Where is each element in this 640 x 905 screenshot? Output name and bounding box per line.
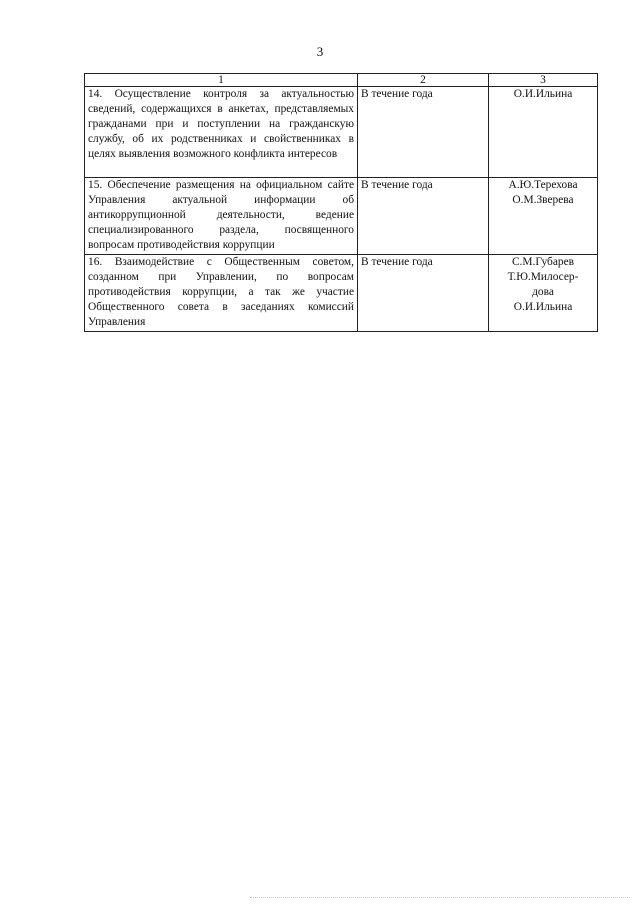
responsible-person: дова [532,286,554,298]
table-row [85,255,598,332]
responsible-person: С.М.Губарев [511,256,575,268]
measure-term: В течение года [358,255,489,332]
responsible-person: Т.Ю.Милосер- [507,271,579,283]
measure-description: 16. Взаимодействие с Общественным советом, созданном при Управлении, по вопросам противодействия коррупции, а так же участие Общественного совета в заседаниях комиссий Управления [85,255,358,332]
measure-description: 15. Обеспечение размещения на официальном сайте Управления актуальной информации об антикоррупционной деятельности, ведение специализированного раздела, посвященного вопросам противодействия коррупции [85,178,358,255]
measure-responsible [489,87,598,178]
column-header-1: 1 [85,74,358,87]
responsible-person: О.И.Ильина [513,88,573,100]
measures-table [84,73,598,332]
measure-description: 14. Осуществление контроля за актуальностью сведений, содержащихся в анкетах, представляемых гражданами при и поступлении на гражданскую службу, об их родственниках и свойственниках в целях выявления возможного конфликта интересов [85,87,358,178]
measure-term: В течение года [358,87,489,178]
measure-term: В течение года [358,178,489,255]
measure-responsible [489,255,598,332]
scan-footer-artifact [250,897,630,899]
responsible-person: О.М.Зверева [512,194,574,206]
column-header-2: 2 [358,74,489,87]
responsible-person: А.Ю.Терехова [508,179,578,191]
table-row [85,87,598,178]
measure-responsible [489,178,598,255]
column-header-3: 3 [489,74,598,87]
responsible-person: О.И.Ильина [513,301,573,313]
table-header-row [85,74,598,87]
page-number: 3 [316,44,324,59]
table-row [85,178,598,255]
